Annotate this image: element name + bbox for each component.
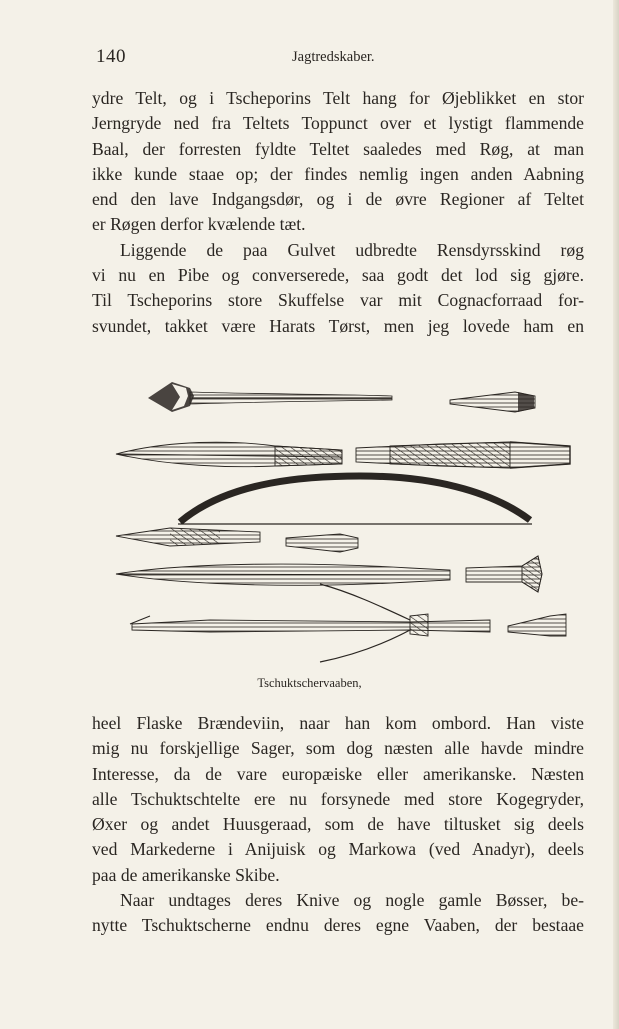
- text-block-top: [92, 86, 584, 339]
- arrow-shaft-drawing: [356, 442, 570, 468]
- text-block-bottom: [92, 711, 584, 939]
- text-line: Til Tscheporins store Skuffelse var mit Cognacforraad for-: [92, 290, 584, 311]
- text-line: Jerngryde ned fra Teltets Toppunct over et lystigt flammende: [92, 113, 584, 134]
- forked-harpoon-drawing: [130, 584, 490, 662]
- text-line: heel Flaske Brændeviin, naar han kom ombord. Han viste: [92, 713, 584, 733]
- text-line: end den lave Indgangsdør, og i de øvre Regioner af Teltet: [92, 189, 584, 210]
- text-line: alle Tschuktschtelte ere nu forsynede med store Kogegryder,: [92, 788, 584, 809]
- weapons-illustration: [110, 370, 575, 670]
- page-number: 140: [96, 46, 126, 67]
- text-line: Baal, der forresten fyldte Teltet saaledes med Røg, at man: [92, 138, 584, 159]
- text-line: svundet, takket være Harats Tørst, men jeg lovede ham en: [92, 315, 584, 336]
- spear-point-drawing: [116, 442, 342, 466]
- figure-caption: Tschuktschervaaben,: [257, 676, 362, 690]
- bow-drawing: [178, 476, 532, 524]
- text-line: Interesse, da de vare europæiske eller amerikanske. Næsten: [92, 763, 584, 784]
- text-line: paa de amerikanske Skibe.: [92, 864, 280, 885]
- small-barb-drawing: [286, 534, 358, 552]
- text-line: Liggende de paa Gulvet udbredte Rensdyrsskind røg: [120, 239, 584, 260]
- text-line: er Røgen derfor kvælende tæt.: [92, 214, 306, 235]
- small-harpoon-drawing: [116, 528, 260, 546]
- harpoon-head-drawing: [148, 382, 392, 412]
- running-head: Jagtredskaber.: [292, 49, 375, 65]
- text-line: nytte Tschuktscherne endnu deres egne Vaaben, der bestaae: [92, 915, 584, 936]
- socket-piece-drawing: [466, 556, 542, 592]
- page-edge: [613, 0, 619, 1029]
- text-line: ikke kunde staae op; der findes nemlig ingen anden Aabning: [92, 163, 584, 184]
- text-line: ved Markederne i Anijuisk og Markowa (ved Anadyr), deels: [92, 839, 584, 860]
- text-line: Øxer og andet Huusgeraad, som de have tiltusket sig deels: [92, 814, 584, 835]
- text-line: Naar undtages deres Knive og nogle gamle Bøsser, be-: [120, 890, 584, 911]
- text-line: mig nu forskjellige Sager, som dog næsten alle havde mindre: [92, 738, 584, 759]
- lance-head-drawing: [116, 564, 450, 585]
- bone-tip-drawing: [508, 614, 566, 636]
- small-point-drawing: [450, 392, 535, 412]
- text-line: vi nu en Pibe og converserede, saa godt det lod sig gjøre.: [92, 265, 584, 286]
- text-line: ydre Telt, og i Tscheporins Telt hang for Øjeblikket en stor: [92, 88, 584, 108]
